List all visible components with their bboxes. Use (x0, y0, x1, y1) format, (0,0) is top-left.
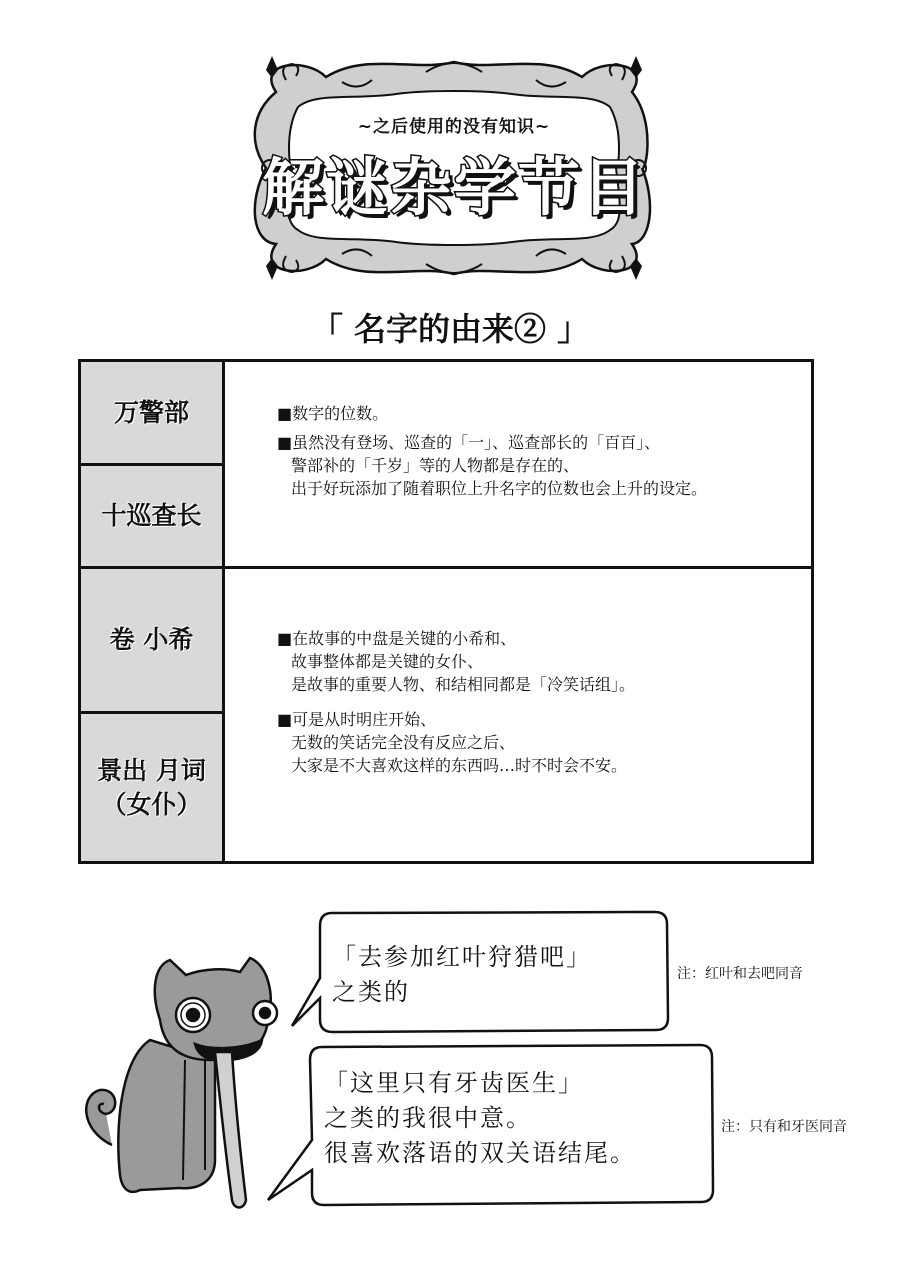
bubble-bottom-line-1: 「这里只有牙齿医生」 (324, 1069, 584, 1097)
bullet-line: 出于好玩添加了随着职位上升名字的位数也会上升的设定。 (291, 479, 708, 498)
bullet-line: ■可是从时明庄开始、 (277, 710, 437, 729)
label-text-1: 万警部 (113, 398, 189, 428)
cat-mascot-icon (86, 958, 277, 1208)
bullet-line: ■数字的位数。 (277, 404, 389, 423)
bubble-bottom-line-3: 很喜欢落语的双关语结尾。 (324, 1139, 636, 1167)
label-text-4: 景出 月词 （女仆） (97, 755, 206, 819)
header-title: 解谜杂学节目 (261, 151, 646, 224)
section-title: 「 名字的由来② 」 (310, 310, 590, 348)
bubble-bottom-text (324, 1066, 636, 1171)
bubble-top-line-1: 「去参加红叶狩猎吧」 (332, 943, 592, 971)
bullet-line: 大家是不大喜欢这样的东西吗…时不时会不安。 (291, 756, 628, 775)
translator-note-2: 注：只有和牙医同音 (721, 1119, 847, 1135)
translator-note-1: 注：红叶和去吧同音 (677, 966, 803, 982)
bullet-line: ■在故事的中盘是关键的小希和、 (277, 629, 517, 648)
label-text-2: 十巡查长 (101, 501, 202, 531)
bubble-top-line-2: 之类的 (332, 978, 410, 1006)
bubble-top-text (332, 940, 592, 1010)
bullet-line: 故事整体都是关键的女仆、 (291, 652, 484, 671)
bubble-bottom-line-2: 之类的我很中意。 (324, 1104, 532, 1132)
bullet-line: ■虽然没有登场、巡查的「一」、巡查部长的「百百」、 (277, 433, 661, 452)
header-subtitle: ~之后使用的没有知识~ (357, 117, 551, 137)
bullet-line: 警部补的「千岁」等的人物都是存在的、 (291, 456, 580, 475)
bullet-line: 无数的笑话完全没有反应之后、 (291, 733, 516, 752)
bullet-line: 是故事的重要人物、和结相同都是「冷笑话组」。 (291, 675, 636, 694)
label-text-3: 卷 小希 (109, 625, 194, 655)
